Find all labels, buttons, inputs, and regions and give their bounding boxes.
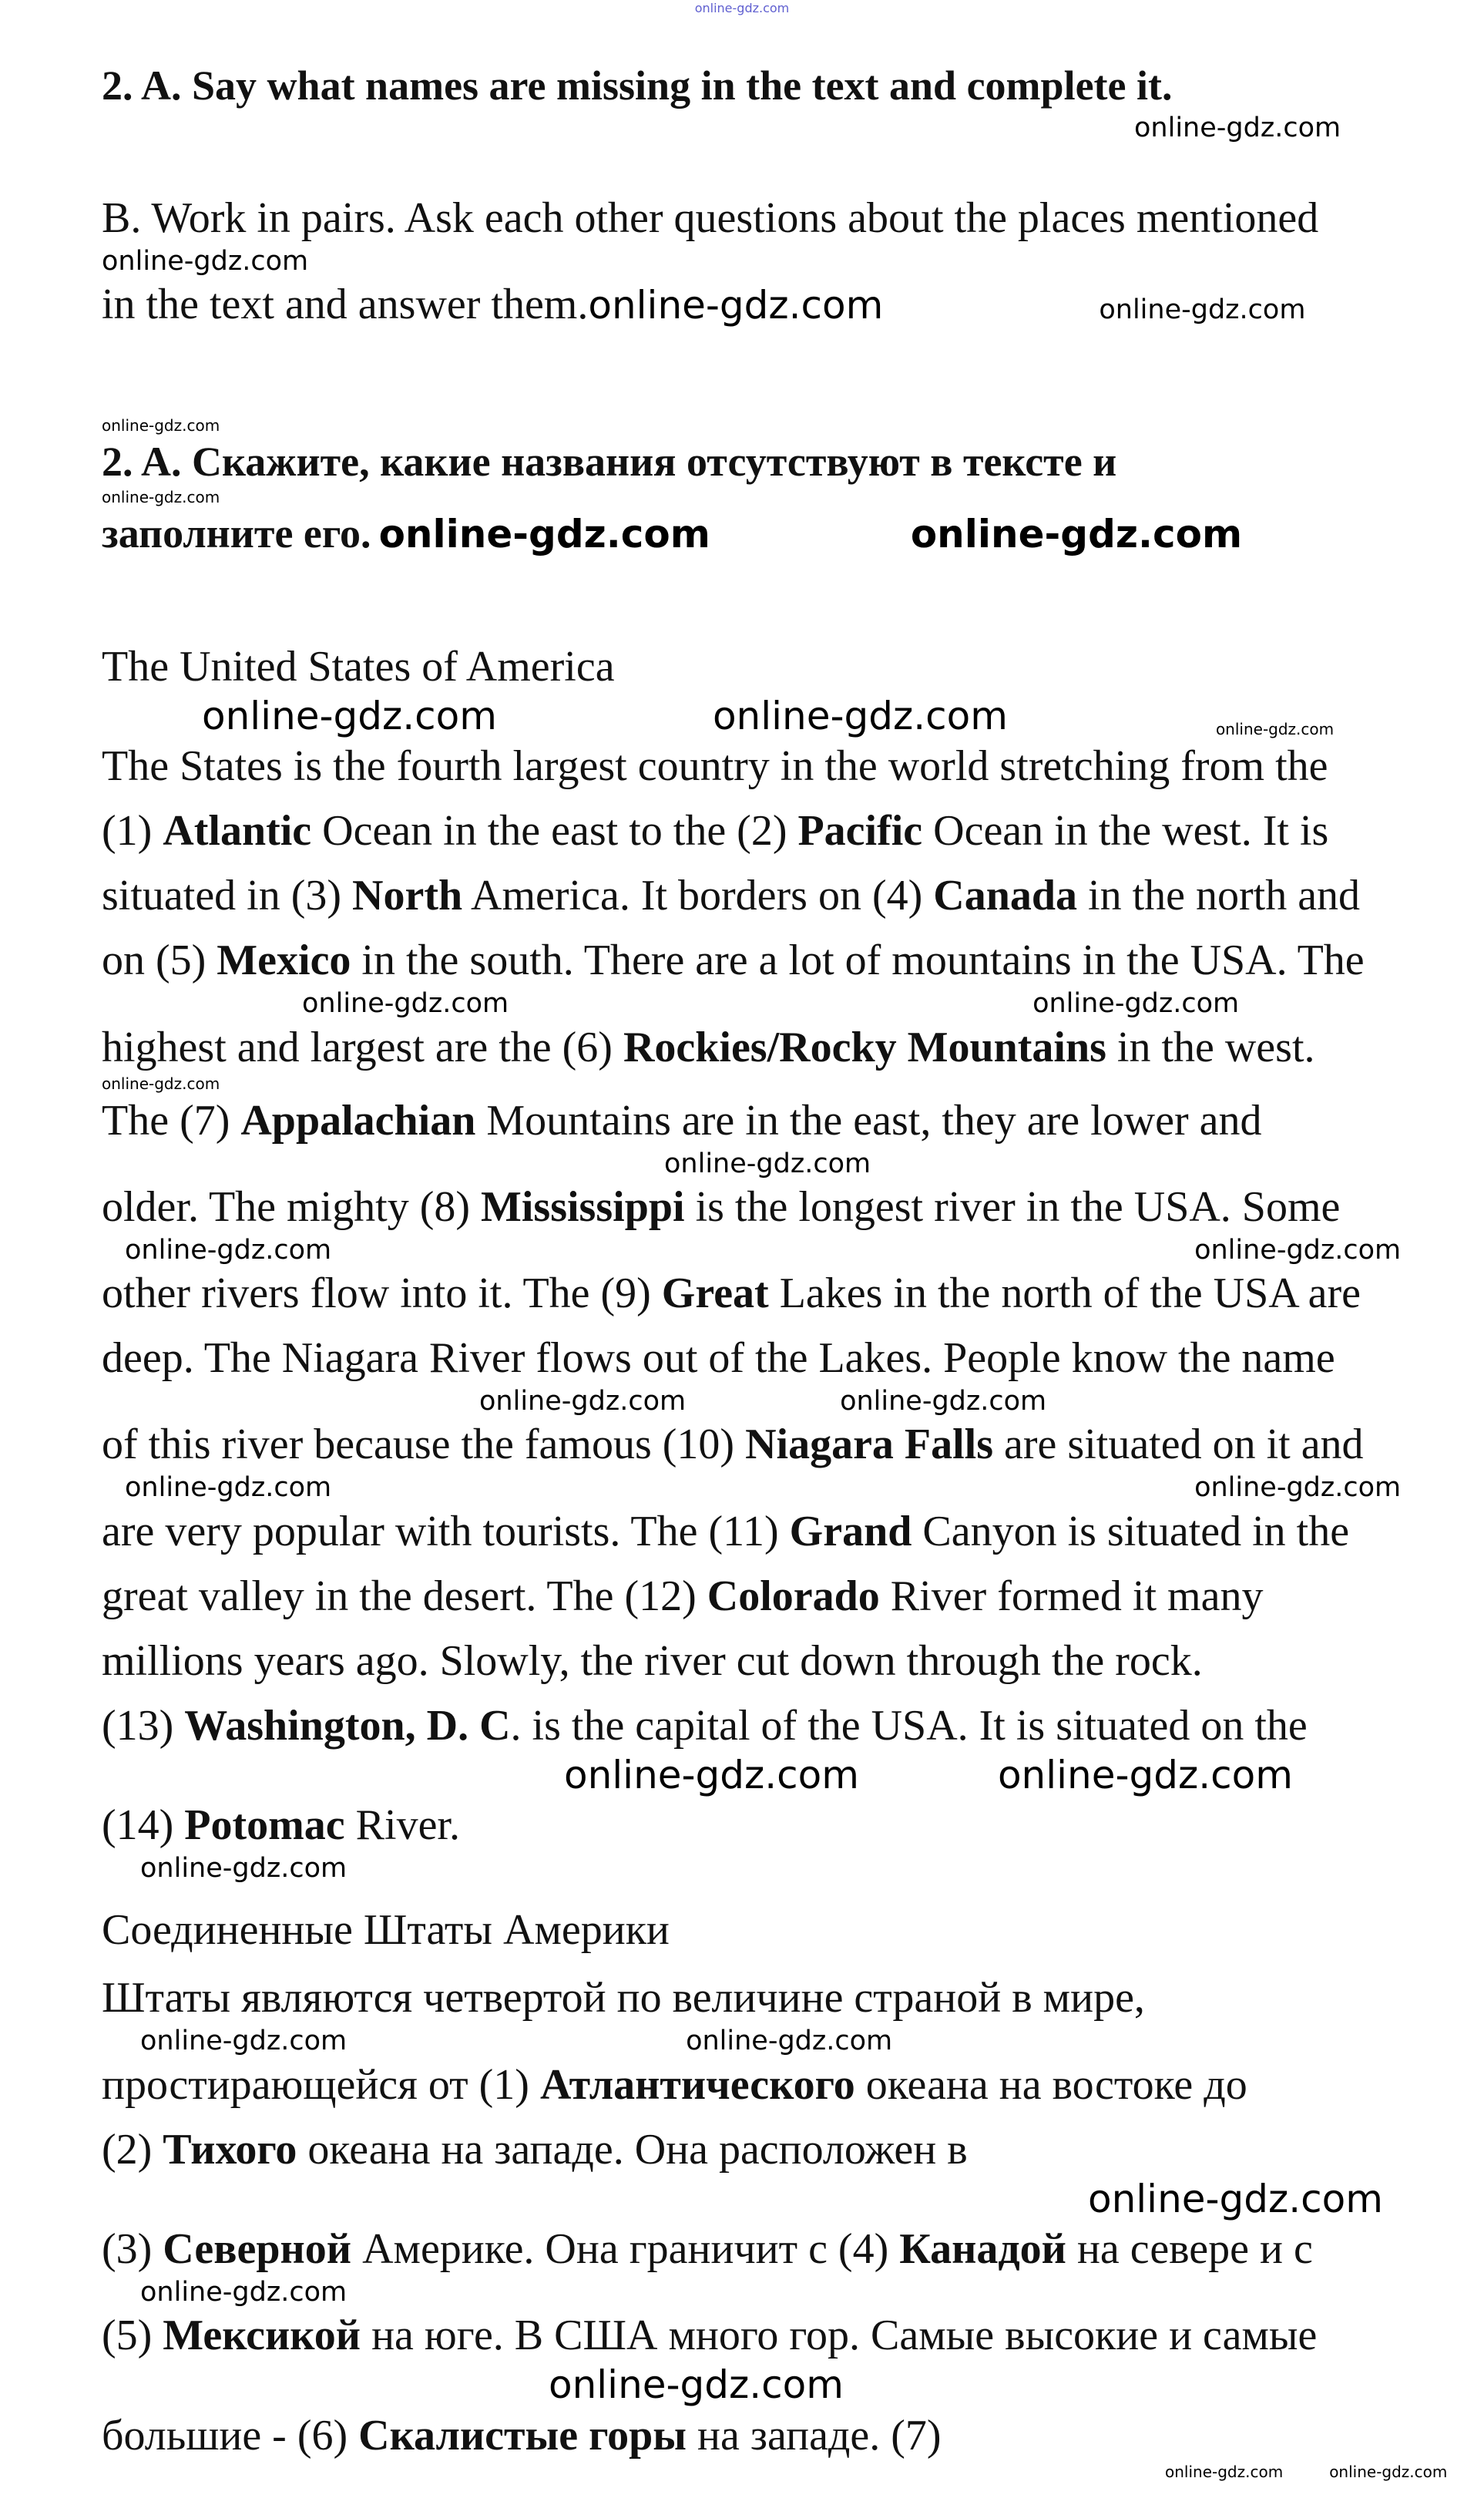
watermark: online-gdz.com [1194,1234,1402,1266]
task-b-line-2 [102,280,1438,329]
task-b-line-2-text: in the text and answer them. [102,280,589,328]
watermark-row [102,1235,1438,1266]
answer-word: Colorado [707,1572,880,1620]
answer-word: Канадой [899,2225,1066,2274]
russian-passage [102,1973,1448,2481]
watermark: online-gdz.com [140,2277,347,2308]
text-fragment: (13) [102,1701,185,1750]
english-passage-line [102,936,1438,985]
english-passage-line [102,741,1438,791]
english-passage-line [102,1572,1438,1621]
text-fragment: (5) [102,2312,163,2360]
watermark-row [102,2363,1438,2408]
watermark-row [102,1075,1438,1093]
english-passage-line [102,806,1438,856]
answer-word: North [352,872,463,920]
text-fragment: (2) [102,2125,163,2174]
english-passage-line [102,1507,1438,1556]
text-fragment: in the south. There are a lot of mountains in the USA. The [351,936,1365,985]
answer-word: Mississippi [481,1182,685,1231]
watermark: online-gdz.com [102,1074,220,1093]
watermark: online-gdz.com [1194,1472,1402,1504]
watermark: online-gdz.com [549,2362,844,2408]
watermark: online-gdz.com [910,511,1243,556]
watermark: online-gdz.com [686,2026,893,2057]
text-fragment: океана на востоке до [854,2060,1247,2109]
text-fragment: situated in (3) [102,872,353,920]
english-passage [102,741,1438,1884]
english-passage-line [102,1096,1438,1145]
text-title-ru: Соединенные Штаты Америки [102,1906,670,1955]
english-passage-line [102,1333,1438,1383]
answer-word: Тихого [163,2125,297,2174]
text-fragment: (3) [102,2225,163,2274]
watermark-row [102,1472,1438,1503]
watermark: online-gdz.com [712,693,1008,738]
text-fragment: on (5) [102,936,217,985]
answer-word: Appalachian [240,1096,476,1145]
answer-word: Niagara Falls [745,1421,994,1469]
watermark: online-gdz.com [202,693,497,738]
watermark: online-gdz.com [378,511,710,556]
watermark-row [102,2462,1448,2481]
watermark: online-gdz.com [479,1386,687,1417]
watermark: online-gdz.com [664,1148,871,1179]
watermark: online-gdz.com [588,282,884,328]
watermark: online-gdz.com [102,415,220,435]
answer-word: Мексикой [163,2312,361,2360]
watermark: online-gdz.com [1165,2462,1284,2481]
russian-passage-line [102,1973,1438,2022]
watermark: online-gdz.com [140,1853,347,1885]
task-heading-en: 2. A. Say what names are missing in the text and complete it. [102,62,1173,109]
watermark-row [102,988,1438,1019]
text-fragment: River formed it many [879,1572,1264,1620]
russian-passage-line [102,2060,1438,2110]
text-fragment: Ocean in the west. It is [922,807,1329,856]
english-passage-line [102,1023,1438,1072]
document-page [0,15,1484,2515]
english-passage-line [102,871,1438,920]
text-fragment: океана на западе. Она расположен в [297,2125,968,2174]
russian-passage-line [102,2224,1438,2274]
english-passage-line [102,1801,1438,1850]
watermark: online-gdz.com [102,487,220,506]
watermark: online-gdz.com [140,2026,347,2057]
watermark-row [102,2026,1438,2056]
watermark: online-gdz.com [694,1,790,15]
russian-passage-line [102,2411,1438,2460]
answer-word: Северной [163,2225,352,2274]
text-fragment: простирающейся от (1) [102,2060,540,2109]
text-fragment: Lakes in the north of the USA are [768,1269,1361,1318]
watermark: online-gdz.com [564,1752,859,1797]
watermark: online-gdz.com [125,1472,332,1504]
text-fragment: is the longest river in the USA. Some [684,1182,1341,1231]
text-fragment: millions years ago. Slowly, the river cut down through the rock. [102,1636,1203,1685]
watermark: online-gdz.com [102,245,309,277]
text-fragment: большие - (6) [102,2411,359,2460]
answer-word: Atlantic [163,807,312,856]
english-passage-line [102,1636,1438,1686]
text-fragment: older. The mighty (8) [102,1182,481,1231]
english-passage-line [102,1182,1438,1232]
task-b-line-1: B. Work in pairs. Ask each other questions about the places mentioned [102,193,1319,242]
text-fragment: (14) [102,1801,185,1850]
text-fragment: Canyon is situated in the [912,1507,1350,1555]
task-heading-ru-2 [102,509,1438,557]
text-fragment: in the north and [1077,872,1361,920]
answer-word: Canada [933,872,1078,920]
answer-word: Скалистые горы [358,2411,687,2460]
text-fragment: Штаты являются четвертой по величине страной в мире, [102,1974,1145,2022]
text-fragment: на севере и с [1066,2225,1313,2274]
answer-word: Washington, D. C [184,1701,511,1750]
answer-word: Pacific [797,807,923,856]
answer-word: Great [661,1269,769,1318]
text-fragment: of this river because the famous (10) [102,1421,746,1469]
text-fragment: highest and largest are the (6) [102,1023,623,1071]
text-fragment: are very popular with tourists. The (11) [102,1507,790,1555]
text-fragment: great valley in the desert. The (12) [102,1572,707,1620]
russian-passage-line [102,2311,1438,2360]
answer-word: Атлантического [539,2060,855,2109]
english-passage-line [102,1269,1438,1318]
watermark-row [102,1148,1438,1179]
russian-passage-line [102,2125,1438,2174]
text-fragment: in the west. [1106,1023,1315,1071]
text-fragment: . is the capital of the USA. It is situated on the [510,1701,1308,1750]
text-fragment: deep. The Niagara River flows out of the Lakes. People know the name [102,1334,1335,1383]
watermark: online-gdz.com [1088,2176,1383,2221]
watermark: online-gdz.com [997,1752,1293,1797]
text-fragment: на юге. В США много гор. Самые высокие и самые [361,2312,1318,2360]
text-fragment: The States is the fourth largest country in the world stretching from the [102,742,1328,791]
english-passage-line [102,1420,1438,1469]
watermark: online-gdz.com [1329,2462,1448,2481]
text-fragment: River. [344,1801,460,1850]
task-heading-ru-2-text: заполните его. [102,509,371,556]
answer-word: Rockies/Rocky Mountains [623,1023,1106,1071]
watermark: online-gdz.com [1215,720,1335,739]
text-fragment: Mountains are in the east, they are lower and [475,1096,1262,1145]
task-heading-ru-1: 2. A. Скажите, какие названия отсутствуют в тексте и [102,438,1117,485]
text-fragment: (1) [102,807,163,856]
text-title-en: The United States of America [102,642,615,691]
watermark: online-gdz.com [125,1234,332,1266]
text-fragment: other rivers flow into it. The (9) [102,1269,662,1318]
english-passage-line [102,1701,1438,1750]
text-fragment: Ocean in the east to the (2) [311,807,798,856]
watermark-row [102,1853,1438,1884]
watermark: online-gdz.com [840,1386,1047,1417]
watermark-row [102,1386,1438,1417]
text-fragment: на западе. (7) [687,2411,942,2460]
watermark: online-gdz.com [1032,988,1240,1020]
watermark-row [102,2177,1438,2222]
watermark-row [102,2277,1438,2308]
watermark: online-gdz.com [1134,113,1341,144]
watermark: online-gdz.com [302,988,509,1020]
text-fragment: Америке. Она граничит с (4) [351,2225,900,2274]
text-fragment: America. It borders on (4) [462,872,934,920]
text-fragment: The (7) [102,1096,241,1145]
answer-word: Mexico [217,936,351,985]
watermark-row [102,1753,1438,1798]
answer-word: Potomac [184,1801,345,1850]
text-fragment: are situated on it and [993,1421,1364,1469]
watermark: online-gdz.com [1099,294,1306,325]
answer-word: Grand [789,1507,912,1555]
